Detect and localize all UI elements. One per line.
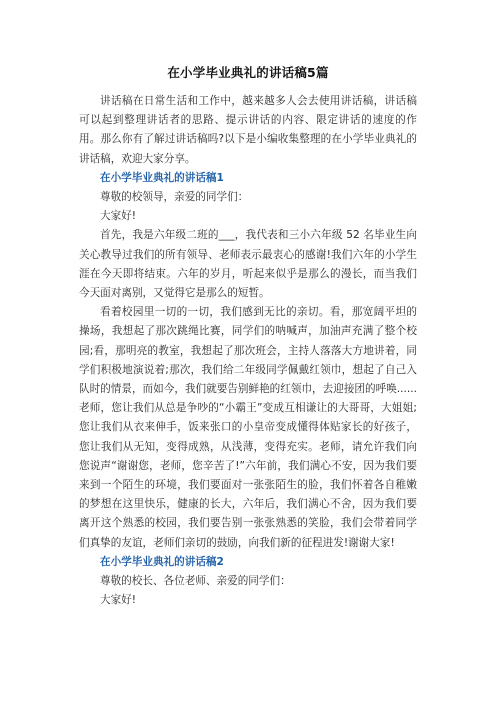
section-heading-2: 在小学毕业典礼的讲话稿2 — [100, 555, 224, 568]
paragraph-2: 看着校园里一切的一切，我们感到无比的亲切。看，那宽阔平坦的操场，我想起了那次跳绳比赛，同学们的呐喊声，加油声充满了整个校园;看，那明亮的教室，我想起了那次班会，主持人落落大方地讲着，同学们积极地演说着;那次，我们给二年级同学佩戴红领巾，想起了自己入队时的情景，而如今，我们就要告别鲜艳的红领巾，去迎接团的呼唤......老师，您让我们从总是争吵的“小霸王”变成互相谦让的大哥哥，大姐姐;您让我们从衣来伸手，饭来张口的小皇帝变成懂得体贴家长的好孩子，您让我们从无知，变得成熟，从浅薄，变得充实。老师，请允许我们向您说声“谢谢您，老师，您辛苦了!”六年前，我们满心不安，因为我们要来到一个陌生的环境，我们要面对一张张陌生的脸，我们怀着各自稚嫩的梦想在这里快乐，健康的长大，六年后，我们满心不舍，因为我们要离开这个熟悉的校园，我们要告别一张张熟悉的笑脸，我们会带着同学们真挚的友谊，老师们亲切的鼓励，向我们新的征程进发!谢谢大家! — [79, 306, 418, 549]
hello-1: 大家好! — [100, 210, 137, 223]
section-heading-1: 在小学毕业典礼的讲话稿1 — [100, 171, 224, 184]
greeting-2: 尊敬的校长、各位老师、亲爱的同学们： — [100, 575, 291, 588]
paragraph-1: 首先，我是六年级二班的___，我代表和三小六年级 52 名毕业生向关心教导过我们的所有领导、老师表示最衷心的感谢!我们六年的小学生涯在今天即将结束。六年的岁月，听起来似乎是那么的漫长，而当我们今天面对离别，又觉得它是那么的短暂。 — [79, 229, 417, 300]
document-body — [79, 92, 417, 610]
document-title: 在小学毕业典礼的讲话稿5篇 — [167, 65, 329, 80]
hello-2: 大家好! — [100, 594, 137, 607]
intro-paragraph: 讲话稿在日常生活和工作中，越来越多人会去使用讲话稿，讲话稿可以起到整理讲话者的思路、提示讲话的内容、限定讲话的速度的作用。那么你有了解过讲话稿吗?以下是小编收集整理的在小学毕业典礼的讲话稿，欢迎大家分享。 — [79, 95, 417, 165]
greeting-1: 尊敬的校领导，亲爱的同学们： — [100, 191, 249, 204]
